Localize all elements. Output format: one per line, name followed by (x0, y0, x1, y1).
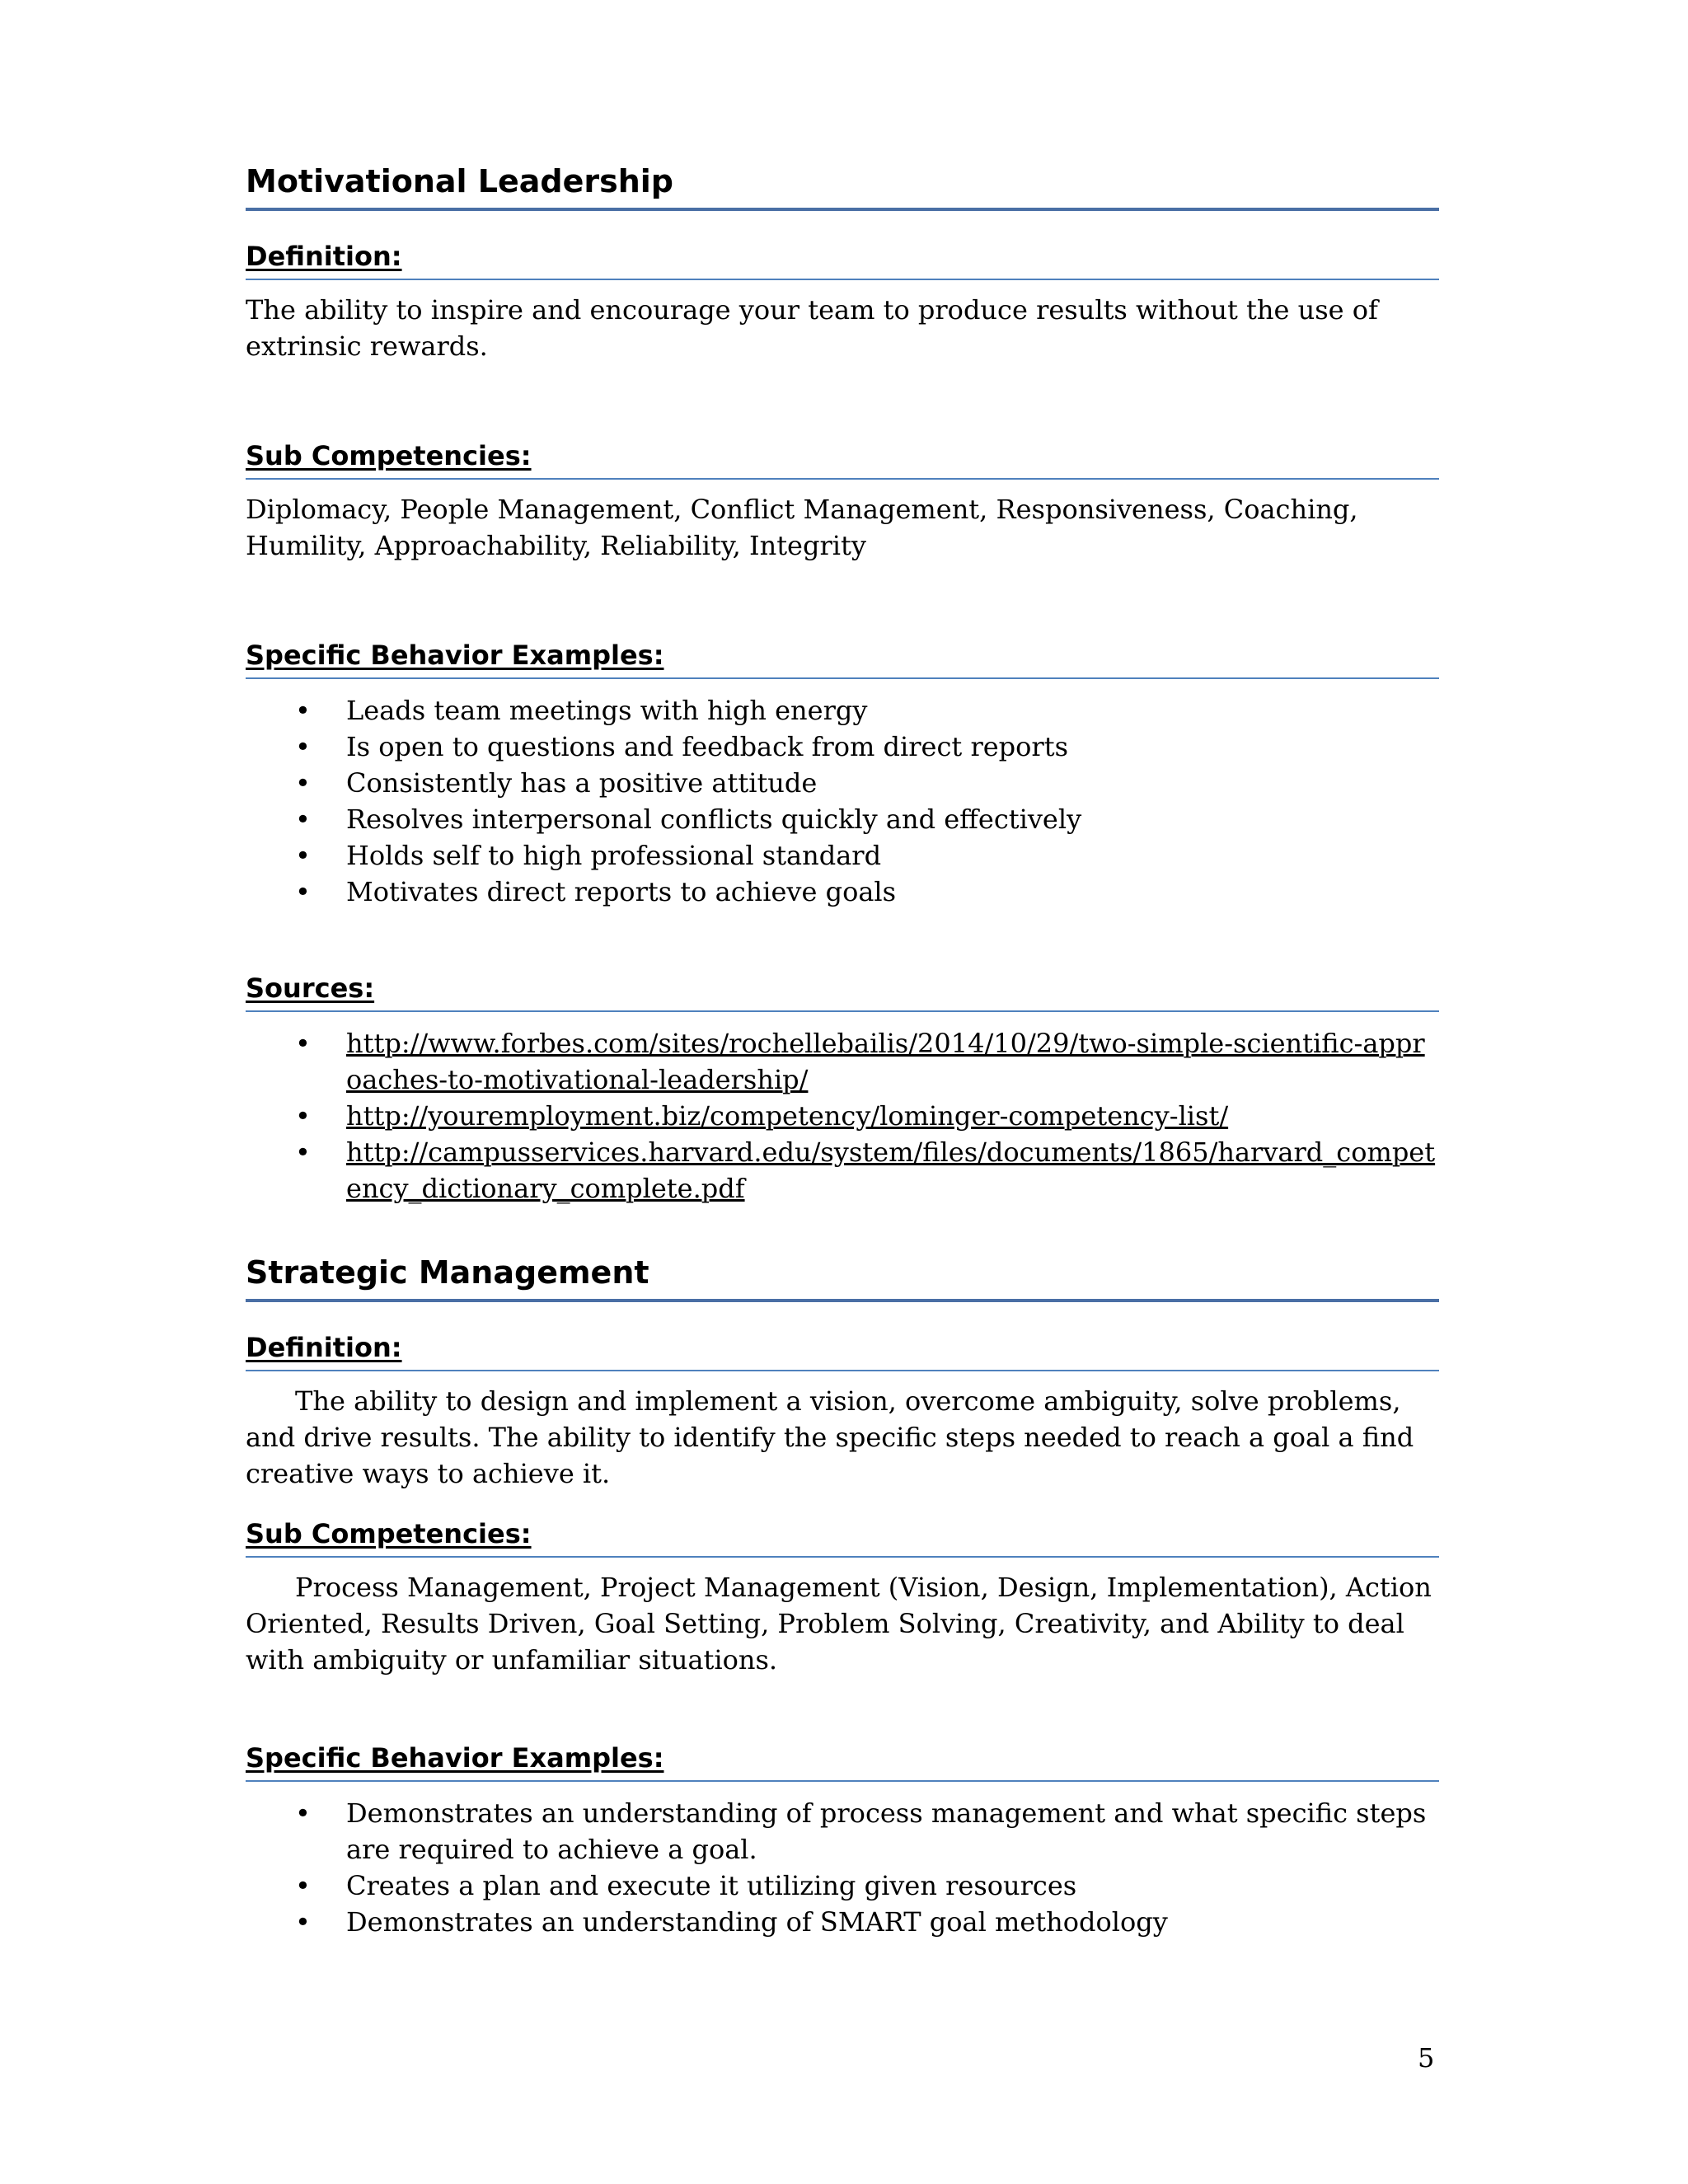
sub-competencies-heading: Sub Competencies: (246, 440, 532, 471)
sub-competencies-text: Process Management, Project Management (Vision, Design, Implementation), Action Oriented, Results Driven, Goal Setting, Problem Solving, Creativity, and Ability to deal with ambiguity or unfamiliar situations. (246, 1572, 1432, 1675)
behavior-examples-heading: Specific Behavior Examples: (246, 640, 664, 671)
section-motivational-leadership (246, 162, 1439, 1207)
section-title: Motivational Leadership (246, 163, 674, 199)
bullet-icon: • (295, 1797, 311, 1829)
list-item: • Resolves interpersonal conflicts quickly and effectively (246, 801, 1439, 837)
source-link[interactable]: http://youremployment.biz/competency/lominger-competency-list/ (346, 1100, 1229, 1132)
list-item: • Consistently has a positive attitude (246, 765, 1439, 801)
heading-divider (246, 1780, 1439, 1782)
heading-divider (246, 677, 1439, 679)
bullet-icon: • (295, 840, 311, 871)
source-item (246, 1134, 1439, 1207)
list-item: • Creates a plan and execute it utilizing given resources (246, 1868, 1439, 1904)
bullet-icon: • (295, 767, 311, 799)
list-item: • Is open to questions and feedback from direct reports (246, 729, 1439, 765)
behavior-list (246, 1795, 1439, 1940)
bullet-icon: • (295, 1100, 311, 1132)
heading-divider (246, 1556, 1439, 1558)
heading-divider (246, 279, 1439, 280)
section-strategic-management (246, 1253, 1439, 1940)
list-item: • Holds self to high professional standard (246, 837, 1439, 874)
section-title: Strategic Management (246, 1254, 649, 1291)
source-link[interactable]: http://campusservices.harvard.edu/system/files/documents/1865/harvard_competency_dictionary_complete.pdf (346, 1137, 1436, 1204)
sub-competencies-text: Diplomacy, People Management, Conflict Management, Responsiveness, Coaching, Humility, Approachability, Reliability, Integrity (246, 494, 1358, 561)
bullet-icon: • (295, 876, 311, 907)
heading-divider (246, 1370, 1439, 1371)
definition-text: The ability to design and implement a vision, overcome ambiguity, solve problems, and drive results. The ability to identify the specific steps needed to reach a goal a find creative ways to achieve it. (246, 1385, 1414, 1489)
behavior-examples-heading: Specific Behavior Examples: (246, 1742, 664, 1774)
page-content (246, 162, 1439, 1940)
bullet-icon: • (295, 731, 311, 762)
behavior-list (246, 692, 1439, 910)
definition-text: The ability to inspire and encourage your team to produce results without the use of extrinsic rewards. (246, 294, 1378, 362)
title-divider (246, 1299, 1439, 1302)
heading-divider (246, 1010, 1439, 1012)
bullet-icon: • (295, 1870, 311, 1901)
definition-heading: Definition: (246, 1332, 402, 1363)
list-item: • Motivates direct reports to achieve goals (246, 874, 1439, 910)
source-item (246, 1098, 1439, 1134)
source-link[interactable]: http://www.forbes.com/sites/rochellebailis/2014/10/29/two-simple-scientific-approaches-to-motivational-leadership/ (346, 1028, 1425, 1095)
list-item: • Demonstrates an understanding of process management and what specific steps are required to achieve a goal. (246, 1795, 1439, 1868)
source-item (246, 1025, 1439, 1098)
bullet-icon: • (295, 1906, 311, 1938)
list-item: • Leads team meetings with high energy (246, 692, 1439, 729)
sources-list (246, 1025, 1439, 1207)
title-divider (246, 208, 1439, 211)
bullet-icon: • (295, 1028, 311, 1059)
definition-heading: Definition: (246, 241, 402, 272)
bullet-icon: • (295, 804, 311, 835)
bullet-icon: • (295, 695, 311, 726)
heading-divider (246, 478, 1439, 480)
sources-heading: Sources: (246, 972, 375, 1004)
page-number: 5 (1418, 2042, 1435, 2074)
bullet-icon: • (295, 1137, 311, 1168)
sub-competencies-heading: Sub Competencies: (246, 1518, 532, 1549)
list-item: • Demonstrates an understanding of SMART goal methodology (246, 1904, 1439, 1940)
